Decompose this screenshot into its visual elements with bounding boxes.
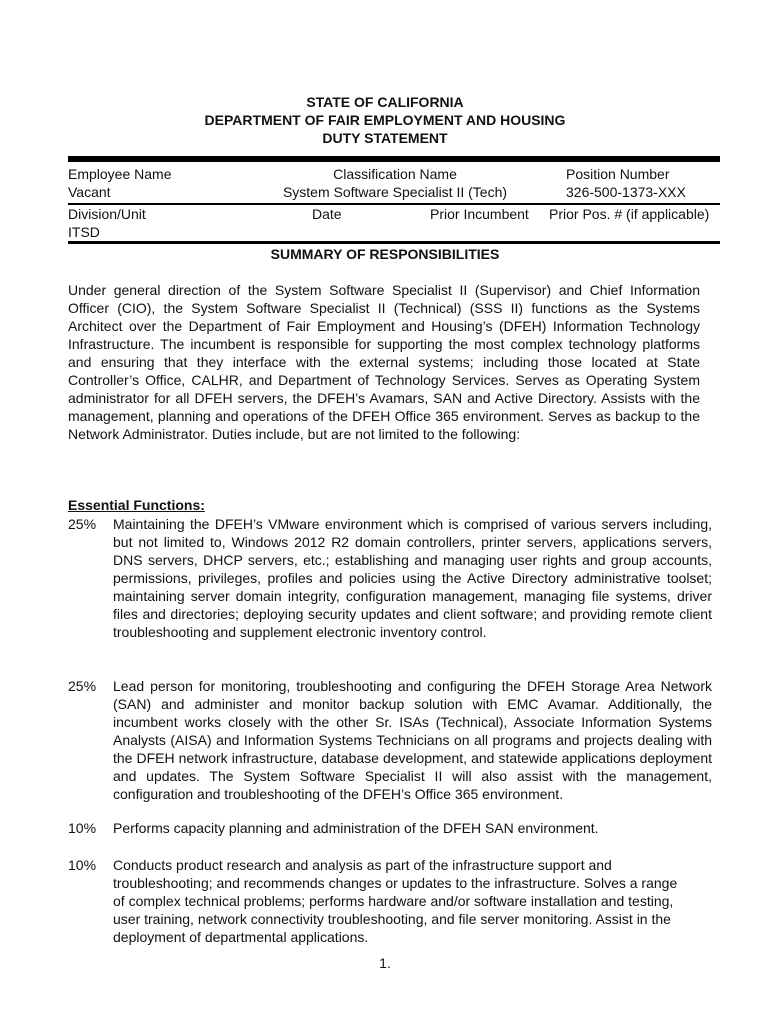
page-number: 1. [379, 955, 391, 971]
date-label: Date [312, 206, 342, 222]
header-title: DUTY STATEMENT [322, 130, 448, 146]
header-department: DEPARTMENT OF FAIR EMPLOYMENT AND HOUSING [204, 112, 566, 128]
top-thick-rule [68, 156, 720, 162]
function-1-text: Maintaining the DFEH’s VMware environment which is comprised of various servers including, but not limited to, Windows 2012 R2 domain controllers, printer servers, applications servers, DNS servers, DHCP servers, etc.; establishing and managing user rights and group accounts, permissions, privileges, profiles and policies using the Active Directory administrative toolset; maintaining server domain integrity, configuration management, managing file systems, driver files and directories; deploying security updates and client software; and providing remote client troubleshooting and supplement electronic inventory control. [113, 516, 712, 640]
employee-name-label: Employee Name [68, 166, 172, 182]
classification-label: Classification Name [333, 166, 457, 182]
summary-heading: SUMMARY OF RESPONSIBILITIES [270, 246, 500, 262]
bottom-rule [68, 241, 720, 244]
position-number-value: 326-500-1373-XXX [566, 184, 686, 200]
employee-name-value: Vacant [68, 184, 111, 200]
position-number-label: Position Number [566, 166, 670, 182]
prior-incumbent-label: Prior Incumbent [430, 206, 529, 222]
header-state: STATE OF CALIFORNIA [306, 94, 464, 110]
function-1-percent: 25% [68, 516, 97, 532]
division-label: Division/Unit [68, 206, 146, 222]
essential-functions-heading: Essential Functions: [68, 497, 205, 513]
classification-value: System Software Specialist II (Tech) [282, 184, 508, 200]
prior-position-label: Prior Pos. # (if applicable) [549, 206, 710, 222]
function-3-text: Performs capacity planning and administration of the DFEH SAN environment. [113, 820, 599, 836]
function-2-text: Lead person for monitoring, troubleshooting and configuring the DFEH Storage Area Network (SAN) and administer and monitor backup solution with EMC Avamar. Additionally, the incumbent works closely with the other Sr. ISAs (Technical), Associate Information Systems Analysts (AISA) and Information Systems Technicians on all programs and projects dealing with the DFEH network infrastructure, database development, and statewide applications deployment and updates. The System Software Specialist II will also assist with the management, configuration and troubleshooting of the DFEH’s Office 365 environment. [113, 678, 712, 802]
division-value: ITSD [68, 224, 100, 240]
function-4-percent: 10% [68, 857, 97, 873]
function-4-text: Conducts product research and analysis as part of the infrastructure support and troubleshooting; and recommends changes or updates to the infrastructure. Solves a range of complex technical problems; performs hardware and/or software installation and testing, user training, network connectivity troubleshooting, and file server monitoring. Assist in the deployment of departmental applications. [113, 857, 678, 945]
function-2-percent: 25% [68, 678, 97, 694]
summary-paragraph: Under general direction of the System Software Specialist II (Supervisor) and Chief Information Officer (CIO), the System Software Specialist II (Technical) (SSS II) functions as the Systems Architect over the Department of Fair Employment and Housing’s (DFEH) Information Technology Infrastructure. The incumbent is responsible for supporting the most complex technology platforms and ensuring that they interface with the external systems; including those located at State Controller’s Office, CALHR, and Department of Technology Services. Serves as Operating System administrator for all DFEH servers, the DFEH’s Avamars, SAN and Active Directory. Assists with the management, planning and operations of the DFEH Office 365 environment. Serves as backup to the Network Administrator. Duties include, but are not limited to the following: [68, 282, 700, 442]
mid-rule [68, 203, 720, 205]
function-3-percent: 10% [68, 820, 97, 836]
